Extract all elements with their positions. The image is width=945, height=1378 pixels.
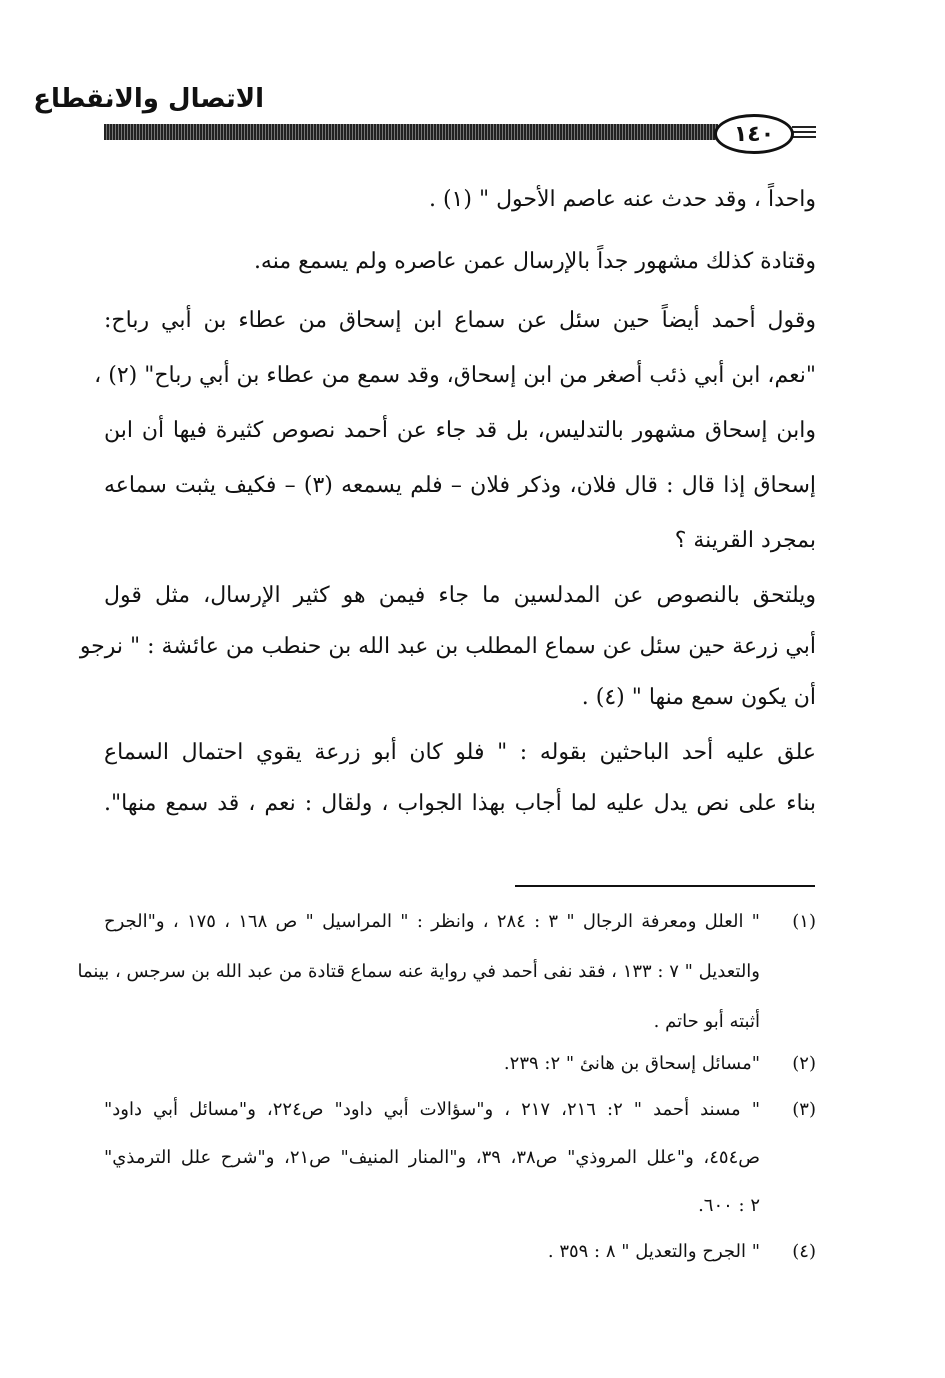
footnote-line: " الجرح والتعديل " ٨ : ٣٥٩ . bbox=[547, 1241, 760, 1262]
footnote-line: والتعديل " ٧ : ١٣٣ ، فقد نفى أحمد في رواية عنه سماع قتادة من عبد الله بن سرجس ، بينما bbox=[77, 961, 760, 982]
body-line: وابن إسحاق مشهور بالتدليس، بل قد جاء عن أحمد نصوص كثيرة فيها أن ابن bbox=[104, 418, 816, 443]
header-rule-ornament bbox=[792, 126, 816, 140]
body-line: وقول أحمد أيضاً حين سئل عن سماع ابن إسحاق من عطاء بن أبي رباح: bbox=[104, 308, 816, 333]
page-number-badge bbox=[714, 114, 794, 154]
body-line: واحداً ، وقد حدث عنه عاصم الأحول " (١) . bbox=[428, 187, 816, 212]
body-line: وقتادة كذلك مشهور جداً بالإرسال عمن عاصره ولم يسمع منه. bbox=[253, 249, 816, 274]
body-line: "نعم، ابن أبي ذئب أصغر من ابن إسحاق، وقد سمع من عطاء بن أبي رباح" (٢) ، bbox=[94, 363, 816, 388]
body-line: إسحاق إذا قال : قال فلان، وذكر فلان – فلم يسمعه (٣) – فكيف يثبت سماعه bbox=[104, 473, 816, 498]
body-line: أبي زرعة حين سئل عن سماع المطلب بن عبد الله بن حنطب من عائشة : " نرجو bbox=[79, 634, 816, 659]
footnote-line: " مسند أحمد " ٢: ٢١٦، ٢١٧ ، و"سؤالات أبي داود" ص٢٢٤، و"مسائل أبي داود" bbox=[104, 1099, 760, 1120]
footnote-number: (٢) bbox=[792, 1053, 816, 1074]
body-line: بناء على نص يدل عليه لما أجاب بهذا الجواب ، ولقال : نعم ، قد سمع منها". bbox=[104, 791, 816, 816]
footnote-line: أثبته أبو حاتم . bbox=[653, 1011, 760, 1032]
running-title: الاتصال والانقطاع bbox=[33, 84, 264, 114]
footnote-number: (١) bbox=[792, 911, 816, 932]
footnote-line: " العلل ومعرفة الرجال " ٣ : ٢٨٤ ، وانظر : " المراسيل " ص ١٦٨ ، ١٧٥ ، و"الجرح bbox=[104, 911, 760, 932]
header-rule bbox=[104, 124, 718, 140]
page-number: ١٤٠ bbox=[733, 121, 775, 147]
footnote-line: ٢ : ٦٠٠. bbox=[698, 1195, 760, 1216]
footnote-line: "مسائل إسحاق بن هانئ " ٢: ٢٣٩. bbox=[503, 1053, 760, 1074]
body-line: أن يكون سمع منها " (٤) . bbox=[581, 685, 816, 710]
footnote-number: (٣) bbox=[792, 1099, 816, 1120]
body-line: ويلتحق بالنصوص عن المدلسين ما جاء فيمن هو كثير الإرسال، مثل قول bbox=[104, 583, 816, 608]
footnote-line: ص٤٥٤، و"علل المروذي" ص٣٨، ٣٩، و"المنار المنيف" ص٢١، و"شرح علل الترمذي" bbox=[104, 1147, 761, 1168]
footnote-separator bbox=[515, 885, 815, 887]
body-line: علق عليه أحد الباحثين بقوله : " فلو كان أبو زرعة يقوي احتمال السماع bbox=[104, 740, 816, 765]
body-line: بمجرد القرينة ؟ bbox=[674, 528, 816, 553]
footnote-number: (٤) bbox=[792, 1241, 816, 1262]
